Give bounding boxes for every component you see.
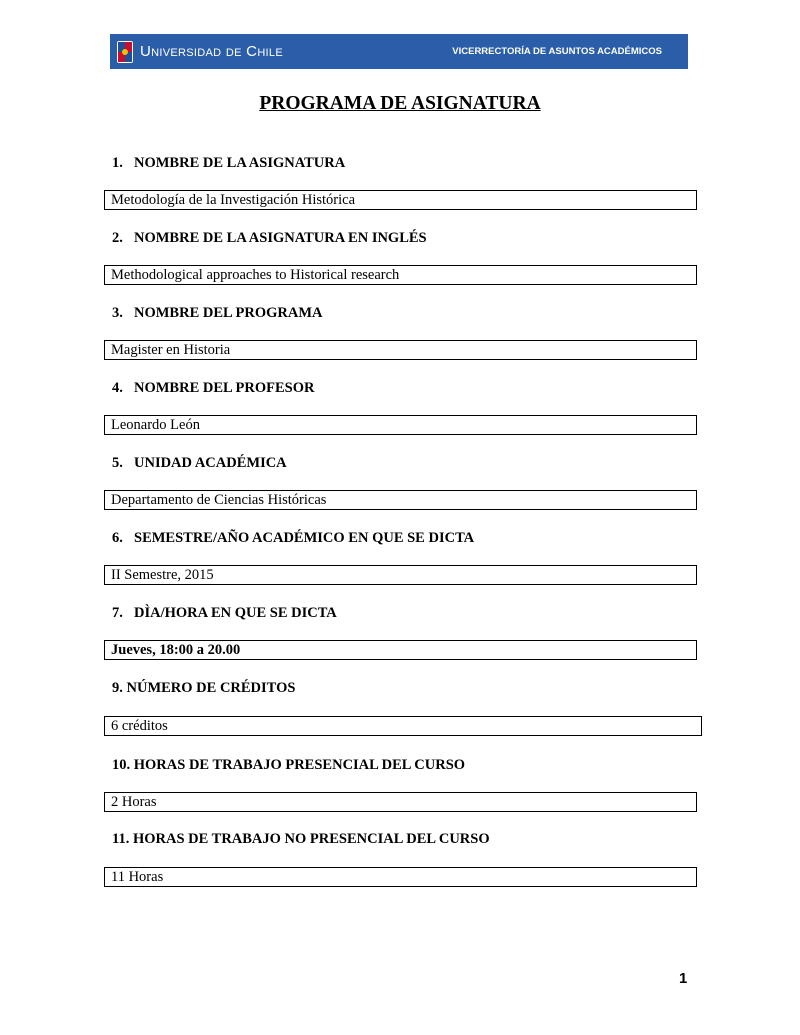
- section-heading: [112, 530, 474, 547]
- university-crest-icon: [116, 39, 134, 65]
- section-heading: [112, 305, 323, 322]
- university-name: Universidad de Chile: [140, 43, 283, 60]
- section-heading: [112, 680, 295, 697]
- section-heading-text: DÌA/HORA EN QUE SE DICTA: [134, 605, 337, 621]
- section-heading-text: NOMBRE DE LA ASIGNATURA EN INGLÉS: [134, 230, 427, 246]
- section-value-box: II Semestre, 2015: [104, 565, 697, 585]
- section-value-box: Leonardo León: [104, 415, 697, 435]
- section-heading-text: NOMBRE DEL PROGRAMA: [134, 305, 323, 321]
- section-heading-text: UNIDAD ACADÉMICA: [134, 455, 287, 471]
- section-heading-text: 9. NÚMERO DE CRÉDITOS: [112, 680, 296, 696]
- section-number: 1.: [112, 155, 123, 171]
- section-value-box: Jueves, 18:00 a 20.00: [104, 640, 697, 660]
- section-number: 4.: [112, 380, 123, 396]
- section-heading: [112, 831, 490, 848]
- section-value-box: Metodología de la Investigación Histórica: [104, 190, 697, 210]
- section-heading-text: 11. HORAS DE TRABAJO NO PRESENCIAL DEL CURSO: [112, 831, 490, 847]
- section-value-box: Methodological approaches to Historical research: [104, 265, 697, 285]
- section-heading-text: SEMESTRE/AÑO ACADÉMICO EN QUE SE DICTA: [134, 530, 475, 546]
- section-heading-text: NOMBRE DEL PROFESOR: [134, 380, 315, 396]
- section-heading: [112, 455, 287, 472]
- section-heading: [112, 155, 345, 172]
- page-number: 1: [679, 970, 688, 987]
- section-heading: [112, 380, 314, 397]
- section-number: 5.: [112, 455, 123, 471]
- section-value-box: 11 Horas: [104, 867, 697, 887]
- section-number: 3.: [112, 305, 123, 321]
- section-heading: [112, 230, 427, 247]
- section-heading-text: 10. HORAS DE TRABAJO PRESENCIAL DEL CURSO: [112, 757, 466, 773]
- section-heading: [112, 605, 337, 622]
- section-value-box: 2 Horas: [104, 792, 697, 812]
- section-number: 7.: [112, 605, 123, 621]
- page-title: PROGRAMA DE ASIGNATURA: [259, 93, 541, 114]
- section-value-box: Magister en Historia: [104, 340, 697, 360]
- section-value-box: 6 créditos: [104, 716, 702, 736]
- header-banner: [110, 34, 688, 69]
- section-number: 2.: [112, 230, 123, 246]
- vicerrectoria-label: VICERRECTORÍA DE ASUNTOS ACADÉMICOS: [452, 46, 662, 57]
- section-heading-text: NOMBRE DE LA ASIGNATURA: [134, 155, 346, 171]
- section-value-box: Departamento de Ciencias Históricas: [104, 490, 697, 510]
- section-heading: [112, 757, 465, 774]
- section-number: 6.: [112, 530, 123, 546]
